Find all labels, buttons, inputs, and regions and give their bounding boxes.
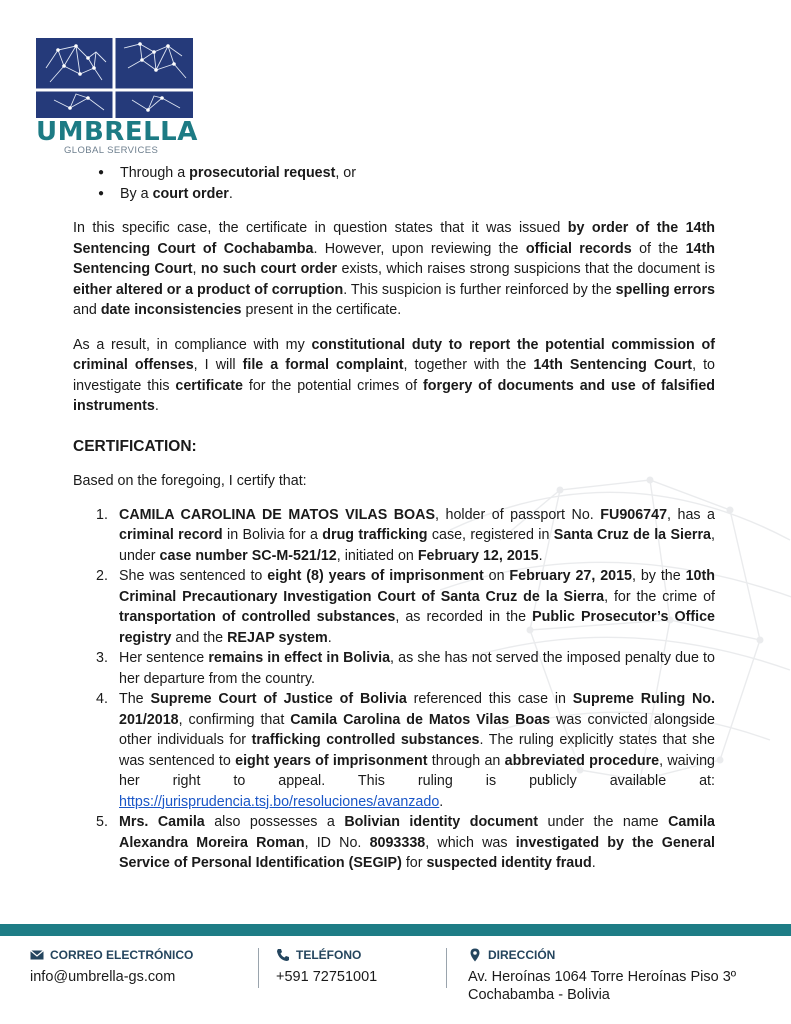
bold-text: drug trafficking <box>322 527 428 543</box>
address-label: DIRECCIÓN <box>488 948 556 962</box>
phone-icon <box>276 948 290 962</box>
bold-text: February 12, 2015 <box>417 547 539 564</box>
bold-text: 14th Sentencing Court <box>533 357 693 373</box>
text-run: She was sentenced to <box>119 568 268 584</box>
text-run: , as she has not served the imposed penalty due to her departure from the country. <box>119 650 715 687</box>
bold-text: Bolivian identity document <box>344 814 539 830</box>
text-run: , together with the <box>403 357 534 373</box>
text-run: in Bolivia for a <box>222 527 323 543</box>
text-run: , as recorded in the <box>395 609 533 625</box>
item-number: 4. <box>96 691 108 707</box>
bold-text: FU906747 <box>600 506 668 523</box>
text-run: , under <box>119 527 715 564</box>
bold-text: 14th Sentencing Court <box>73 240 715 277</box>
bold-text: Camila Carolina de Matos Vilas Boas <box>290 711 551 728</box>
bold-text: 10th Criminal Precautionary Investigation Court of Santa Cruz de la Sierra <box>119 568 715 605</box>
bold-text: official records <box>525 240 632 257</box>
footer-email <box>30 948 193 986</box>
bold-text: forgery of documents and use of falsified instruments <box>73 377 716 414</box>
text-run: In this specific case, the certificate in question states that it was issued <box>73 220 568 236</box>
envelope-icon <box>30 948 44 962</box>
text-run: present in the certificate. <box>241 302 402 318</box>
bold-text: trafficking controlled substances <box>251 732 480 748</box>
footer-phone <box>276 948 377 986</box>
text-run: , I will <box>193 357 243 373</box>
paragraph <box>73 218 715 321</box>
bold-text: Mrs. Camila <box>119 814 205 830</box>
text-run: . The ruling explicitly states that she was sentenced to <box>119 732 716 769</box>
text-run: for the potential crimes of <box>242 377 424 394</box>
text-run: , has a <box>667 506 715 523</box>
bold-text: either altered or a product of corruption <box>73 281 344 298</box>
brand-name: UMBRELLA <box>36 117 198 147</box>
bullet-item <box>98 184 715 205</box>
bold-text: suspected identity fraud <box>426 855 592 871</box>
paragraph <box>73 335 715 417</box>
text-run: , <box>192 261 201 277</box>
text-run: , waiving her right to appeal. This ruling is publicly available at: <box>119 752 716 789</box>
text-run: As a result, in compliance with my <box>73 336 312 353</box>
text-run: . However, upon reviewing the <box>313 240 526 257</box>
text-run: , confirming that <box>178 711 291 728</box>
item-number: 3. <box>96 650 108 666</box>
item-text <box>119 568 715 646</box>
bold-text: investigated by the General Service of Personal Identification (SEGIP) <box>119 834 715 871</box>
text-run: case, registered in <box>427 527 554 543</box>
certification-item <box>96 648 715 689</box>
footer-accent-bar <box>0 924 791 936</box>
item-number: 5. <box>96 814 108 830</box>
bold-text: remains in effect in Bolivia <box>208 650 391 666</box>
certification-item <box>96 812 715 874</box>
bullet-item <box>98 163 715 184</box>
bullet-list <box>98 163 715 204</box>
phone-number[interactable]: +591 72751001 <box>276 969 378 985</box>
text-run: . <box>228 185 233 202</box>
bold-text: criminal record <box>119 527 223 543</box>
bold-text: court order <box>152 185 229 202</box>
item-text <box>119 691 715 810</box>
text-run: The <box>119 691 151 707</box>
bold-text: by order of the 14th Sentencing Court of Cochabamba <box>73 220 715 257</box>
text-run: , initiated on <box>336 547 418 564</box>
text-run: Her sentence <box>119 650 209 666</box>
text-run: . <box>439 793 444 810</box>
bold-text: February 27, 2015 <box>509 568 633 584</box>
text-run: through an <box>427 752 505 769</box>
bold-text: Santa Cruz de la Sierra <box>553 527 712 543</box>
footer-divider <box>446 948 447 988</box>
item-number: 1. <box>96 506 108 523</box>
bold-text: no such court order <box>200 261 338 277</box>
phone-label: TELÉFONO <box>296 948 362 962</box>
text-run: . <box>154 398 159 414</box>
text-run: . <box>591 855 596 871</box>
text-run: and <box>73 302 101 318</box>
bold-text: Public Prosecutor’s Office registry <box>119 609 715 646</box>
item-number: 2. <box>96 568 108 584</box>
text-run: for <box>401 855 427 871</box>
text-run: . <box>538 547 543 564</box>
text-run: under the name <box>538 814 669 830</box>
text-run: By a <box>120 185 153 202</box>
brand-tagline: GLOBAL SERVICES <box>64 145 159 156</box>
section-heading: CERTIFICATION: <box>73 437 197 455</box>
bold-text: constitutional duty to report the potential commission of criminal offenses <box>73 336 715 373</box>
text-run: , by the <box>632 568 686 584</box>
text-run: , or <box>335 165 357 181</box>
bold-text: abbreviated procedure <box>504 752 660 769</box>
text-run: . This suspicion is further reinforced by the <box>343 281 616 298</box>
text-run: , to investigate this <box>73 357 716 394</box>
item-text <box>119 650 715 687</box>
text-run: , ID No. <box>304 834 370 851</box>
company-logo <box>36 38 198 156</box>
text-run: on <box>483 568 510 584</box>
bold-text: Supreme Court of Justice of Bolivia <box>150 691 407 707</box>
certification-list <box>96 505 715 874</box>
item-text <box>119 507 715 564</box>
certification-item <box>96 505 715 567</box>
bold-text: 8093338 <box>369 834 426 851</box>
certification-lead: Based on the foregoing, I certify that: <box>73 473 307 489</box>
bold-text: REJAP system <box>227 629 328 646</box>
bold-text: file a formal complaint <box>242 357 404 373</box>
footer-divider <box>258 948 259 988</box>
address-line-1: Av. Heroínas 1064 Torre Heroínas Piso 3º <box>468 969 737 985</box>
bold-text: Camila Alexandra Moreira Roman <box>119 814 715 851</box>
bold-text: prosecutorial request <box>189 165 336 181</box>
text-run: also possesses a <box>204 814 345 830</box>
email-address[interactable]: info@umbrella-gs.com <box>30 969 176 985</box>
bold-text: spelling errors <box>615 281 715 298</box>
location-pin-icon <box>468 948 482 962</box>
bold-text: eight years of imprisonment <box>235 752 428 769</box>
footer-address <box>468 948 736 1004</box>
text-run: , holder of passport No. <box>435 506 601 523</box>
text-run: exists, which raises strong suspicions that the document is <box>337 261 715 277</box>
certification-item <box>96 566 715 648</box>
ruling-link[interactable]: https://jurisprudencia.tsj.bo/resoluciones/avanzado <box>119 793 440 810</box>
text-run: was convicted alongside other individuals for <box>119 711 716 748</box>
text-run: , which was <box>425 834 516 851</box>
bold-text: date inconsistencies <box>100 302 242 318</box>
globe-logo-icon <box>36 38 193 118</box>
text-run: Through a <box>120 165 190 181</box>
text-run: , for the crime of <box>604 588 716 605</box>
bold-text: CAMILA CAROLINA DE MATOS VILAS BOAS <box>119 506 436 523</box>
bold-text: eight (8) years of imprisonment <box>267 568 484 584</box>
bold-text: transportation of controlled substances <box>119 609 396 625</box>
item-text <box>119 814 715 871</box>
certification-item <box>96 689 715 812</box>
page-footer <box>0 924 791 1024</box>
text-run: . <box>327 629 332 646</box>
text-run: of the <box>631 240 686 257</box>
document-body <box>73 163 715 874</box>
text-run: and the <box>171 629 228 646</box>
bold-text: certificate <box>175 377 243 394</box>
email-label: CORREO ELECTRÓNICO <box>50 948 194 962</box>
address-line-2: Cochabamba - Bolivia <box>468 987 610 1003</box>
text-run: referenced this case in <box>406 691 573 707</box>
bold-text: Supreme Ruling No. 201/2018 <box>119 691 715 728</box>
bold-text: case number SC-M-521/12 <box>159 547 337 564</box>
